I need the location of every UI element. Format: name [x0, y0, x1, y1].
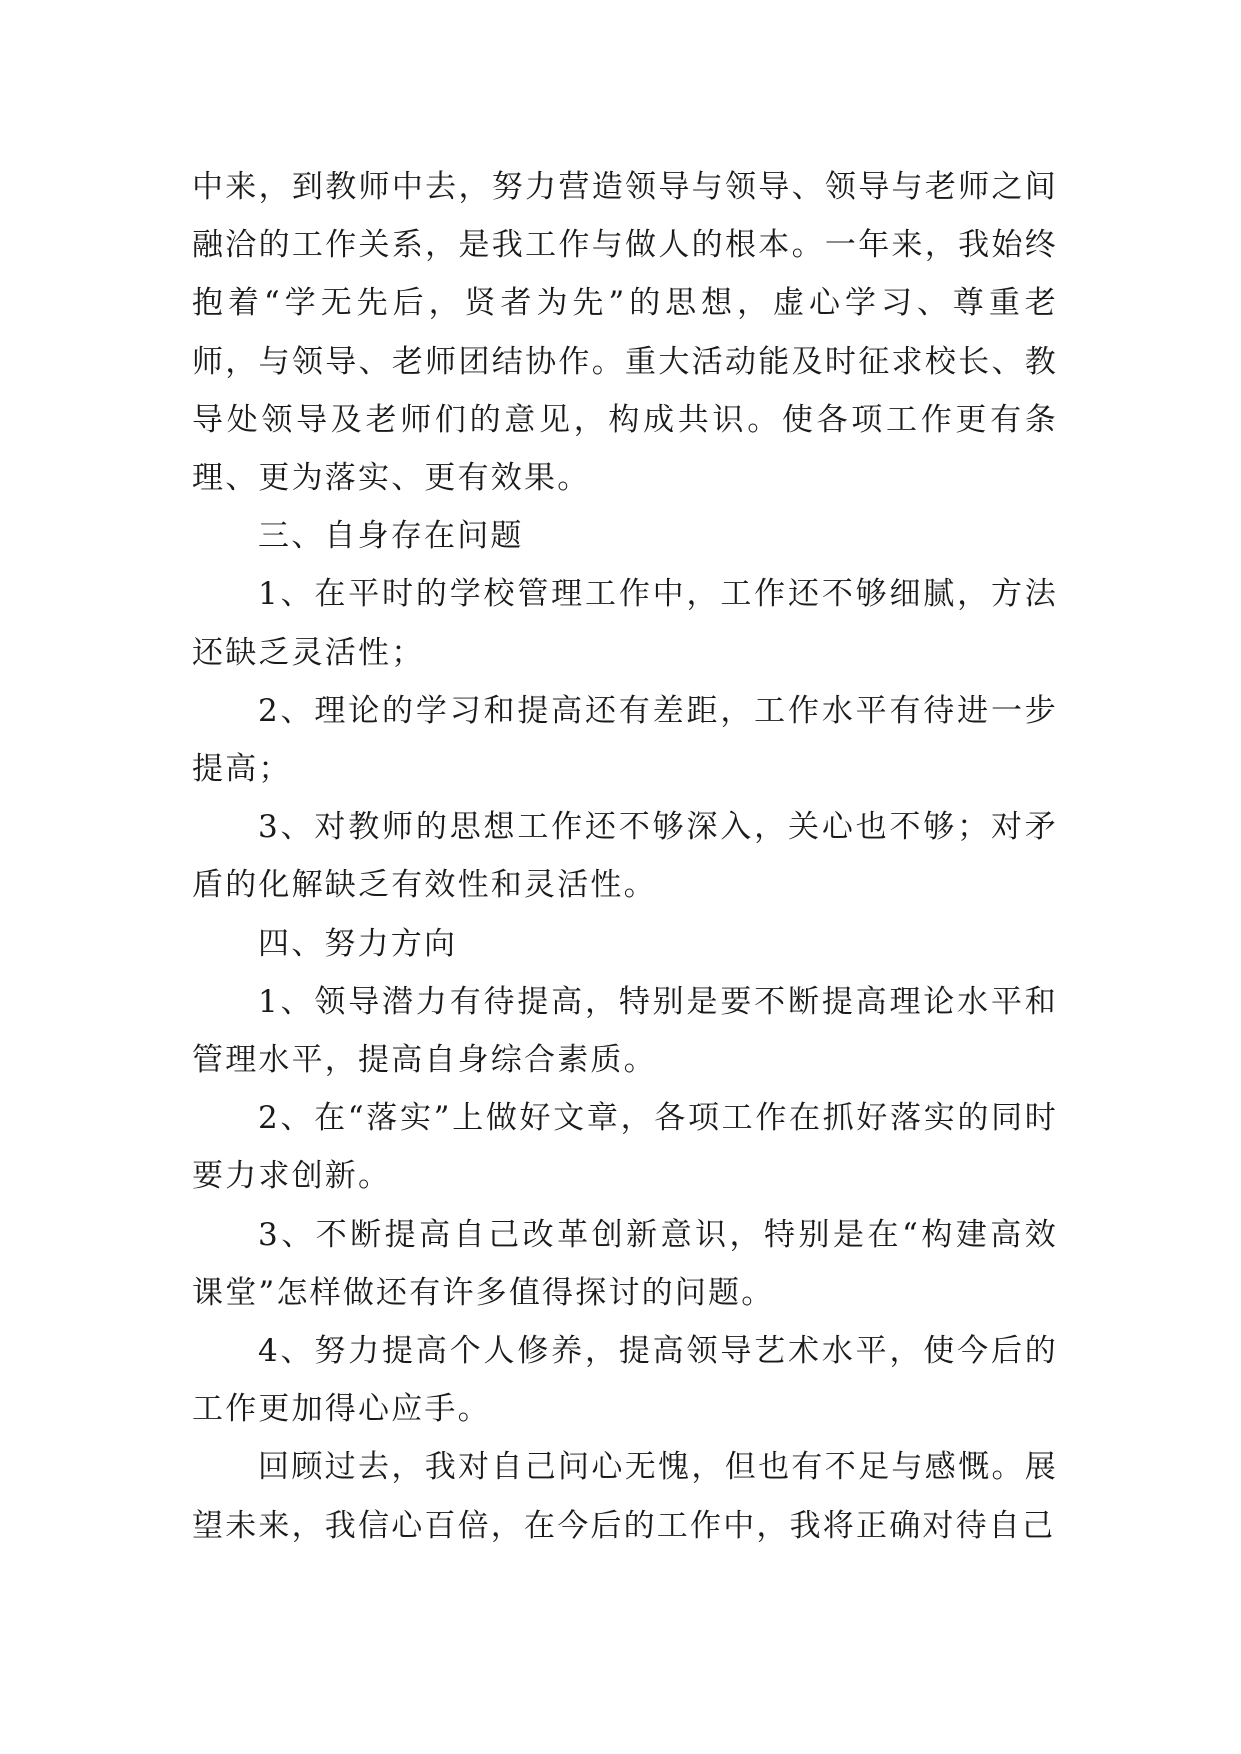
list-item-direction-3: 3、不断提高自己改革创新意识，特别是在“构建高效课堂”怎样做还有许多值得探讨的问题。 [192, 1216, 1058, 1311]
section-heading-direction: 四、努力方向 [258, 925, 458, 962]
list-item-problem-3: 3、对教师的思想工作还不够深入，关心也不够；对矛盾的化解缺乏有效性和灵活性。 [192, 809, 1058, 904]
section-heading-problems: 三、自身存在问题 [258, 518, 524, 555]
list-item-direction-4: 4、努力提高个人修养，提高领导艺术水平，使今后的工作更加得心应手。 [192, 1333, 1058, 1428]
closing-paragraph: 回顾过去，我对自己问心无愧，但也有不足与感慨。展望未来，我信心百倍，在今后的工作中，我将正确对待自己 [192, 1449, 1058, 1544]
list-item-direction-2: 2、在“落实”上做好文章，各项工作在抓好落实的同时要力求创新。 [192, 1100, 1058, 1195]
paragraph-continuation: 中来，到教师中去，努力营造领导与领导、领导与老师之间融洽的工作关系，是我工作与做人的根本。一年来，我始终抱着“学无先后，贤者为先”的思想，虚心学习、尊重老师，与领导、老师团结协作。重大活动能及时征求校长、教导处领导及老师们的意见，构成共识。使各项工作更有条理、更为落实、更有效果。 [192, 169, 1058, 497]
list-item-problem-1: 1、在平时的学校管理工作中，工作还不够细腻，方法还缺乏灵活性； [192, 576, 1058, 671]
document-body [192, 158, 1058, 1555]
list-item-direction-1: 1、领导潜力有待提高，特别是要不断提高理论水平和管理水平，提高自身综合素质。 [192, 983, 1058, 1079]
list-item-problem-2: 2、理论的学习和提高还有差距，工作水平有待进一步提高； [192, 692, 1058, 788]
